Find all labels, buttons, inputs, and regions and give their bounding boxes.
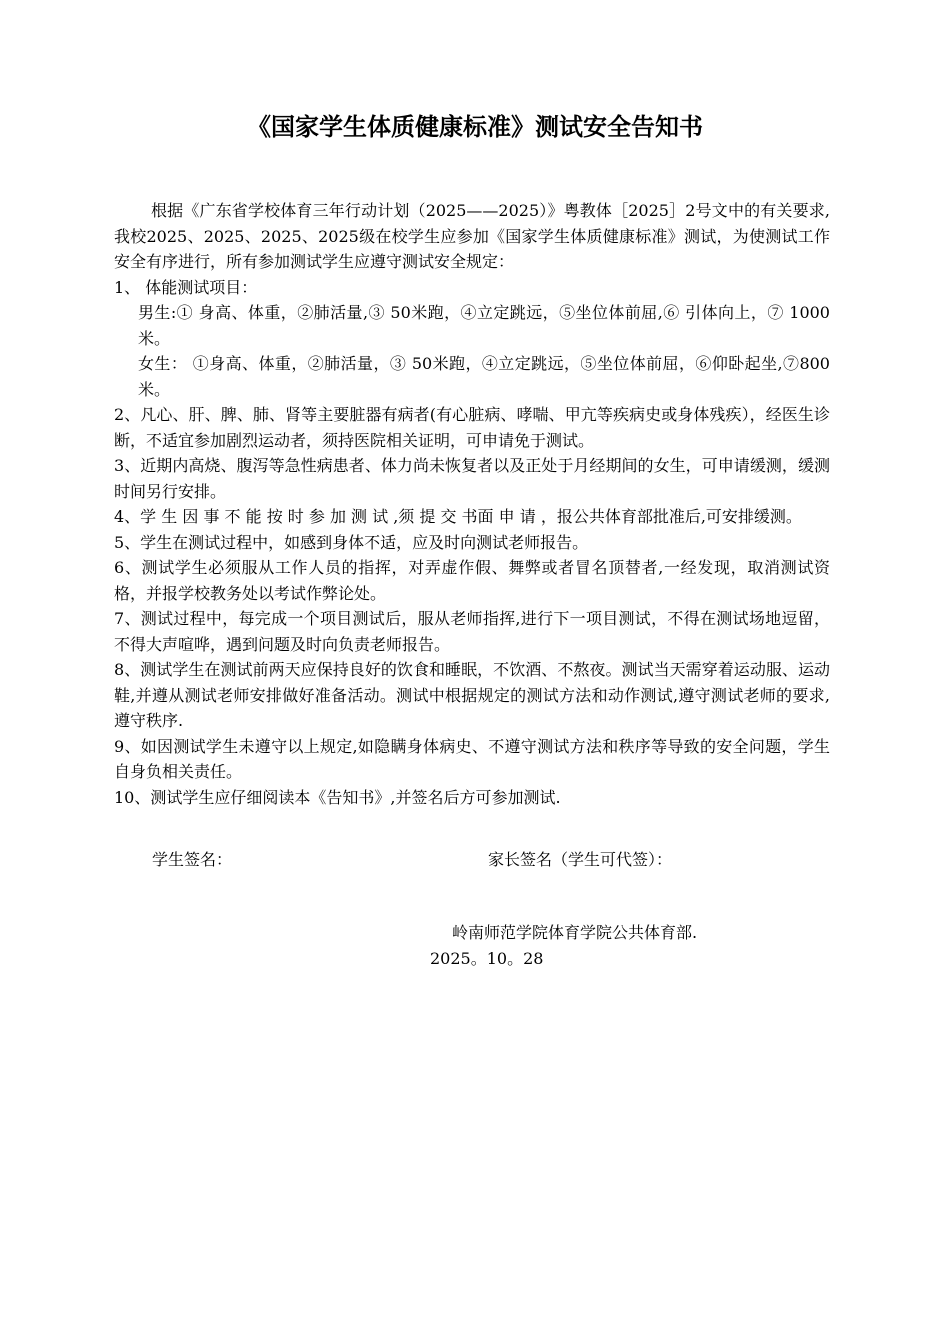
item-9: 9、如因测试学生未遵守以上规定,如隐瞒身体病史、不遵守测试方法和秩序等导致的安全问题，学生自身负相关责任。 — [114, 736, 830, 781]
item-1-heading: 1、 体能测试项目： — [114, 277, 258, 297]
item-10: 10、测试学生应仔细阅读本《告知书》,并签名后方可参加测试. — [114, 787, 561, 807]
student-signature-label: 学生签名： — [152, 850, 233, 869]
item-1-female-tests: 女生： ①身高、体重，②肺活量，③ 50米跑，④立定跳远，⑤坐位体前屈，⑥仰卧起坐,⑦800米。 — [138, 354, 830, 399]
item-3: 3、近期内高烧、腹泻等急性病患者、体力尚未恢复者以及正处于月经期间的女生，可申请缓测，缓测时间另行安排。 — [114, 456, 830, 501]
document-body — [114, 198, 830, 810]
item-4: 4、学 生 因 事 不 能 按 时 参 加 测 试 ,须 提 交 书面 申 请 ，报公共体育部批准后,可安排缓测。 — [114, 507, 802, 526]
item-6: 6、测试学生必须服从工作人员的指挥，对弄虚作假、舞弊或者冒名顶替者,一经发现，取消测试资格，并报学校教务处以考试作弊论处。 — [114, 558, 830, 603]
parent-signature-label: 家长签名（学生可代签）： — [488, 850, 673, 869]
item-5: 5、学生在测试过程中，如感到身体不适，应及时向测试老师报告。 — [114, 532, 589, 552]
item-2: 2、凡心、肝、脾、肺、肾等主要脏器有病者(有心脏病、哮喘、甲亢等疾病史或身体残疾），经医生诊断，不适宜参加剧烈运动者，须持医院相关证明，可申请免于测试。 — [114, 405, 830, 450]
item-8: 8、测试学生在测试前两天应保持良好的饮食和睡眠，不饮酒、不熬夜。测试当天需穿着运动服、运动鞋,并遵从测试老师安排做好准备活动。测试中根据规定的测试方法和动作测试,遵守测试老师的要求,遵守秩序. — [114, 660, 830, 730]
intro-paragraph: 根据《广东省学校体育三年行动计划（2025——2025）》粤教体［2025］2号文中的有关要求,我校2025、2025、2025、2025级在校学生应参加《国家学生体质健康标准》测试，为使测试工作安全有序进行，所有参加测试学生应遵守测试安全规定： — [114, 201, 830, 271]
item-7: 7、测试过程中，每完成一个项目测试后，服从老师指挥,进行下一项目测试，不得在测试场地逗留，不得大声喧哗，遇到问题及时向负责老师报告。 — [114, 609, 830, 654]
issue-date: 2025。10。28 — [430, 949, 544, 968]
issuer-name: 岭南师范学院体育学院公共体育部. — [452, 923, 698, 942]
document-title: 《国家学生体质健康标准》测试安全告知书 — [247, 113, 703, 141]
item-1-male-tests: 男生:① 身高、体重，②肺活量,③ 50米跑，④立定跳远，⑤坐位体前屈,⑥ 引体向上，⑦ 1000米。 — [138, 303, 830, 348]
